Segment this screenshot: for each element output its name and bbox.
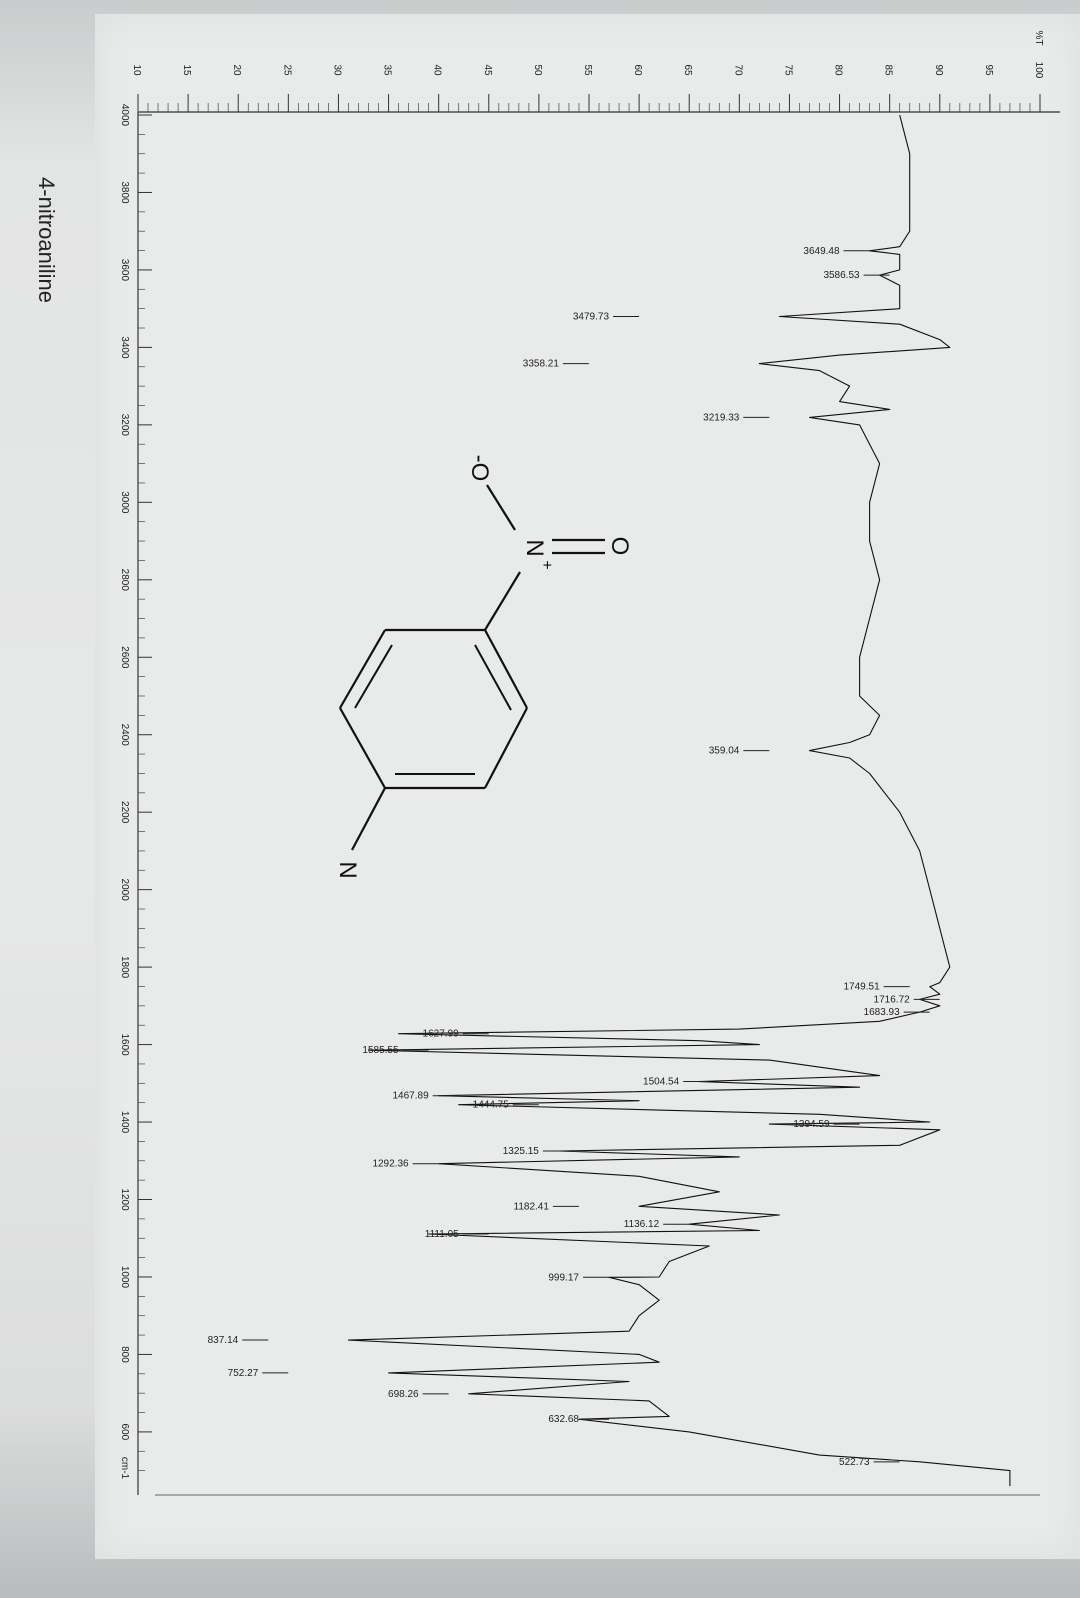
y-tick-label: 45 (481, 64, 493, 76)
x-unit-label: cm-1 (119, 1456, 130, 1480)
ring-double-bond (475, 645, 511, 710)
peak-label: 1111.05 (424, 1228, 459, 1240)
oxide-oxygen-label: -O (466, 454, 493, 482)
ring-bond (340, 708, 385, 788)
x-tick-label: 2600 (119, 646, 130, 669)
peak-label: 3219.33 (703, 412, 740, 424)
amine-nitrogen-label: N (334, 861, 361, 879)
x-tick-label: 3000 (119, 491, 130, 514)
peak-label: 1749.51 (843, 981, 880, 993)
peak-label: 1467.89 (392, 1090, 429, 1102)
y-tick-label: 15 (181, 64, 193, 76)
y-tick-label: 100 (1033, 61, 1044, 79)
peak-label: 3358.21 (522, 358, 559, 370)
ring-bond (485, 708, 527, 788)
x-tick-label: 3800 (119, 181, 130, 204)
x-tick-label: 3200 (119, 413, 130, 436)
spectrum-line (349, 115, 1010, 1486)
y-tick-label: 55 (582, 64, 593, 76)
x-tick-label: 2800 (119, 568, 130, 591)
peak-label: 999.17 (548, 1272, 579, 1284)
peak-label: 3586.53 (823, 270, 860, 282)
peak-label: 837.14 (207, 1335, 239, 1347)
ring-bond (485, 630, 527, 708)
peak-label: 1683.93 (863, 1007, 900, 1019)
x-tick-label: 2200 (119, 801, 130, 824)
x-tick-label: 3600 (119, 258, 130, 282)
molecule-structure (334, 455, 633, 879)
y-unit-label: %T (1033, 30, 1044, 46)
peak-label: 1627.99 (422, 1028, 459, 1040)
x-tick-label: 1400 (119, 1110, 130, 1134)
n-o-bond (487, 485, 515, 530)
peak-label: 1136.12 (623, 1219, 660, 1231)
y-tick-label: 90 (932, 64, 944, 76)
peak-label: 522.73 (839, 1456, 870, 1468)
peak-label: 1325.15 (502, 1146, 539, 1158)
peak-label: 1394.59 (793, 1119, 830, 1131)
y-tick-label: 95 (982, 64, 994, 76)
peak-label: 1182.41 (513, 1201, 549, 1213)
nitro-nitrogen-label: N (521, 539, 548, 557)
x-tick-label: 1000 (119, 1265, 130, 1289)
y-tick-label: 40 (431, 64, 443, 76)
peak-label: 1444.75 (472, 1099, 509, 1111)
y-axis (131, 31, 1044, 113)
peak-label: 752.27 (227, 1367, 259, 1379)
peak-label: 359.04 (708, 745, 740, 757)
peak-label: 1504.54 (643, 1076, 680, 1088)
x-tick-label: 4000 (119, 103, 130, 127)
y-tick-label: 30 (331, 64, 343, 76)
y-tick-label: 50 (531, 64, 543, 76)
y-tick-label: 25 (281, 64, 293, 76)
y-tick-label: 70 (732, 64, 744, 76)
page-title: 4-nitroaniline (34, 177, 59, 303)
peak-annotations (208, 246, 940, 1468)
peak-label: 1716.72 (873, 994, 910, 1006)
peak-label: 1585.55 (362, 1045, 399, 1057)
y-tick-label: 10 (131, 64, 142, 76)
y-tick-label: 75 (782, 64, 794, 76)
peak-label: 3649.48 (803, 245, 840, 257)
peak-label: 632.68 (548, 1414, 579, 1426)
nitro-charge-label: + (538, 560, 555, 570)
y-tick-label: 20 (231, 64, 243, 76)
y-tick-label: 65 (682, 64, 694, 76)
x-tick-label: 2000 (119, 878, 130, 901)
x-tick-label: 1800 (119, 955, 130, 979)
y-tick-label: 80 (832, 64, 844, 76)
peak-label: 1292.36 (372, 1158, 409, 1170)
y-tick-label: 85 (882, 64, 894, 76)
x-tick-label: 600 (119, 1423, 130, 1441)
x-tick-label: 1200 (119, 1188, 130, 1211)
x-tick-label: 800 (119, 1346, 130, 1363)
c-nh2-bond (352, 788, 385, 850)
y-tick-label: 60 (632, 64, 644, 76)
ring-double-bond (355, 645, 392, 708)
x-tick-label: 1600 (119, 1033, 130, 1056)
spectrum-trace (349, 115, 1010, 1486)
peak-label: 3479.73 (572, 311, 610, 323)
peak-label: 698.26 (388, 1388, 419, 1400)
x-tick-label: 3400 (119, 336, 130, 359)
x-tick-label: 2400 (119, 723, 130, 746)
c-n-bond (485, 572, 520, 630)
carbonyl-oxygen-label: O (606, 536, 633, 556)
x-axis (119, 104, 152, 1480)
y-tick-label: 35 (381, 64, 393, 76)
